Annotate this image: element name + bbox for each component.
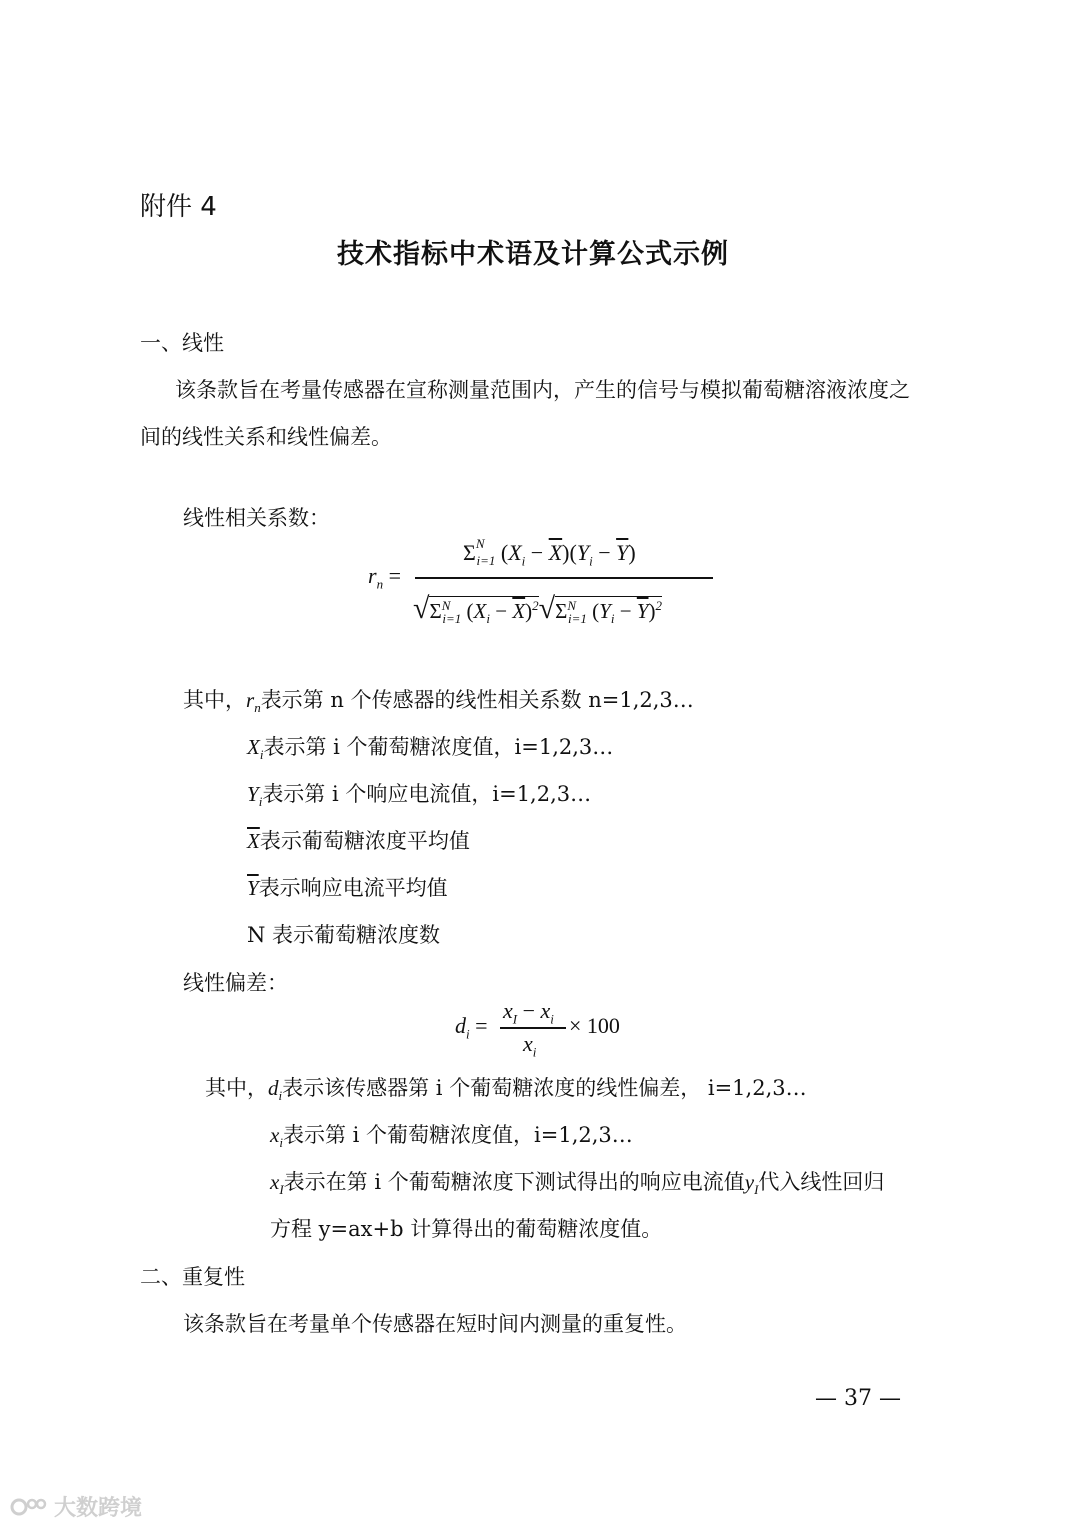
definition-x-small-i: $x_i$表示第 i 个葡萄糖浓度值，i=1,2,3…: [270, 1123, 633, 1151]
watermark: 大数跨境: [10, 1491, 142, 1522]
definition-x-capital-i: $x_I$表示在第 i 个葡萄糖浓度下测试得出的响应电流值$y_I$代入线性回归: [270, 1170, 885, 1198]
section-heading-repeatability: 二、重复性: [140, 1265, 245, 1289]
definition-n: N 表示葡萄糖浓度数: [247, 923, 441, 947]
paragraph-line: 该条款旨在考量单个传感器在短时间内测量的重复性。: [183, 1312, 687, 1336]
definition-xi: $X_i$表示第 i 个葡萄糖浓度值，i=1,2,3…: [247, 735, 614, 763]
page-title: 技术指标中术语及计算公式示例: [337, 239, 729, 270]
section-heading-linearity: 一、线性: [140, 331, 224, 355]
definition-rn: 其中，$r_n$表示第 n 个传感器的线性相关系数 n=1,2,3…: [183, 688, 694, 716]
watermark-logo-icon: [10, 1494, 48, 1520]
definition-ybar: $\overline{Y}$表示响应电流平均值: [247, 876, 448, 900]
definition-yi: $Y_i$表示第 i 个响应电流值，i=1,2,3…: [247, 782, 592, 810]
paragraph-line: 该条款旨在考量传感器在宣称测量范围内，产生的信号与模拟葡萄糖溶液浓度之: [175, 378, 910, 402]
definition-di: 其中，$d_i$表示该传感器第 i 个葡萄糖浓度的线性偏差， i=1,2,3…: [205, 1076, 807, 1104]
definition-xbar: $\overline{X}$表示葡萄糖浓度平均值: [247, 829, 470, 853]
page-number: — 37 —: [815, 1386, 901, 1411]
definition-x-capital-i-line2: 方程 y=ax+b 计算得出的葡萄糖浓度值。: [270, 1217, 663, 1241]
paragraph-line: 间的线性关系和线性偏差。: [140, 425, 392, 449]
attachment-label: 附件 4: [140, 192, 217, 222]
correlation-label: 线性相关系数：: [183, 506, 330, 530]
deviation-label: 线性偏差：: [183, 971, 288, 995]
